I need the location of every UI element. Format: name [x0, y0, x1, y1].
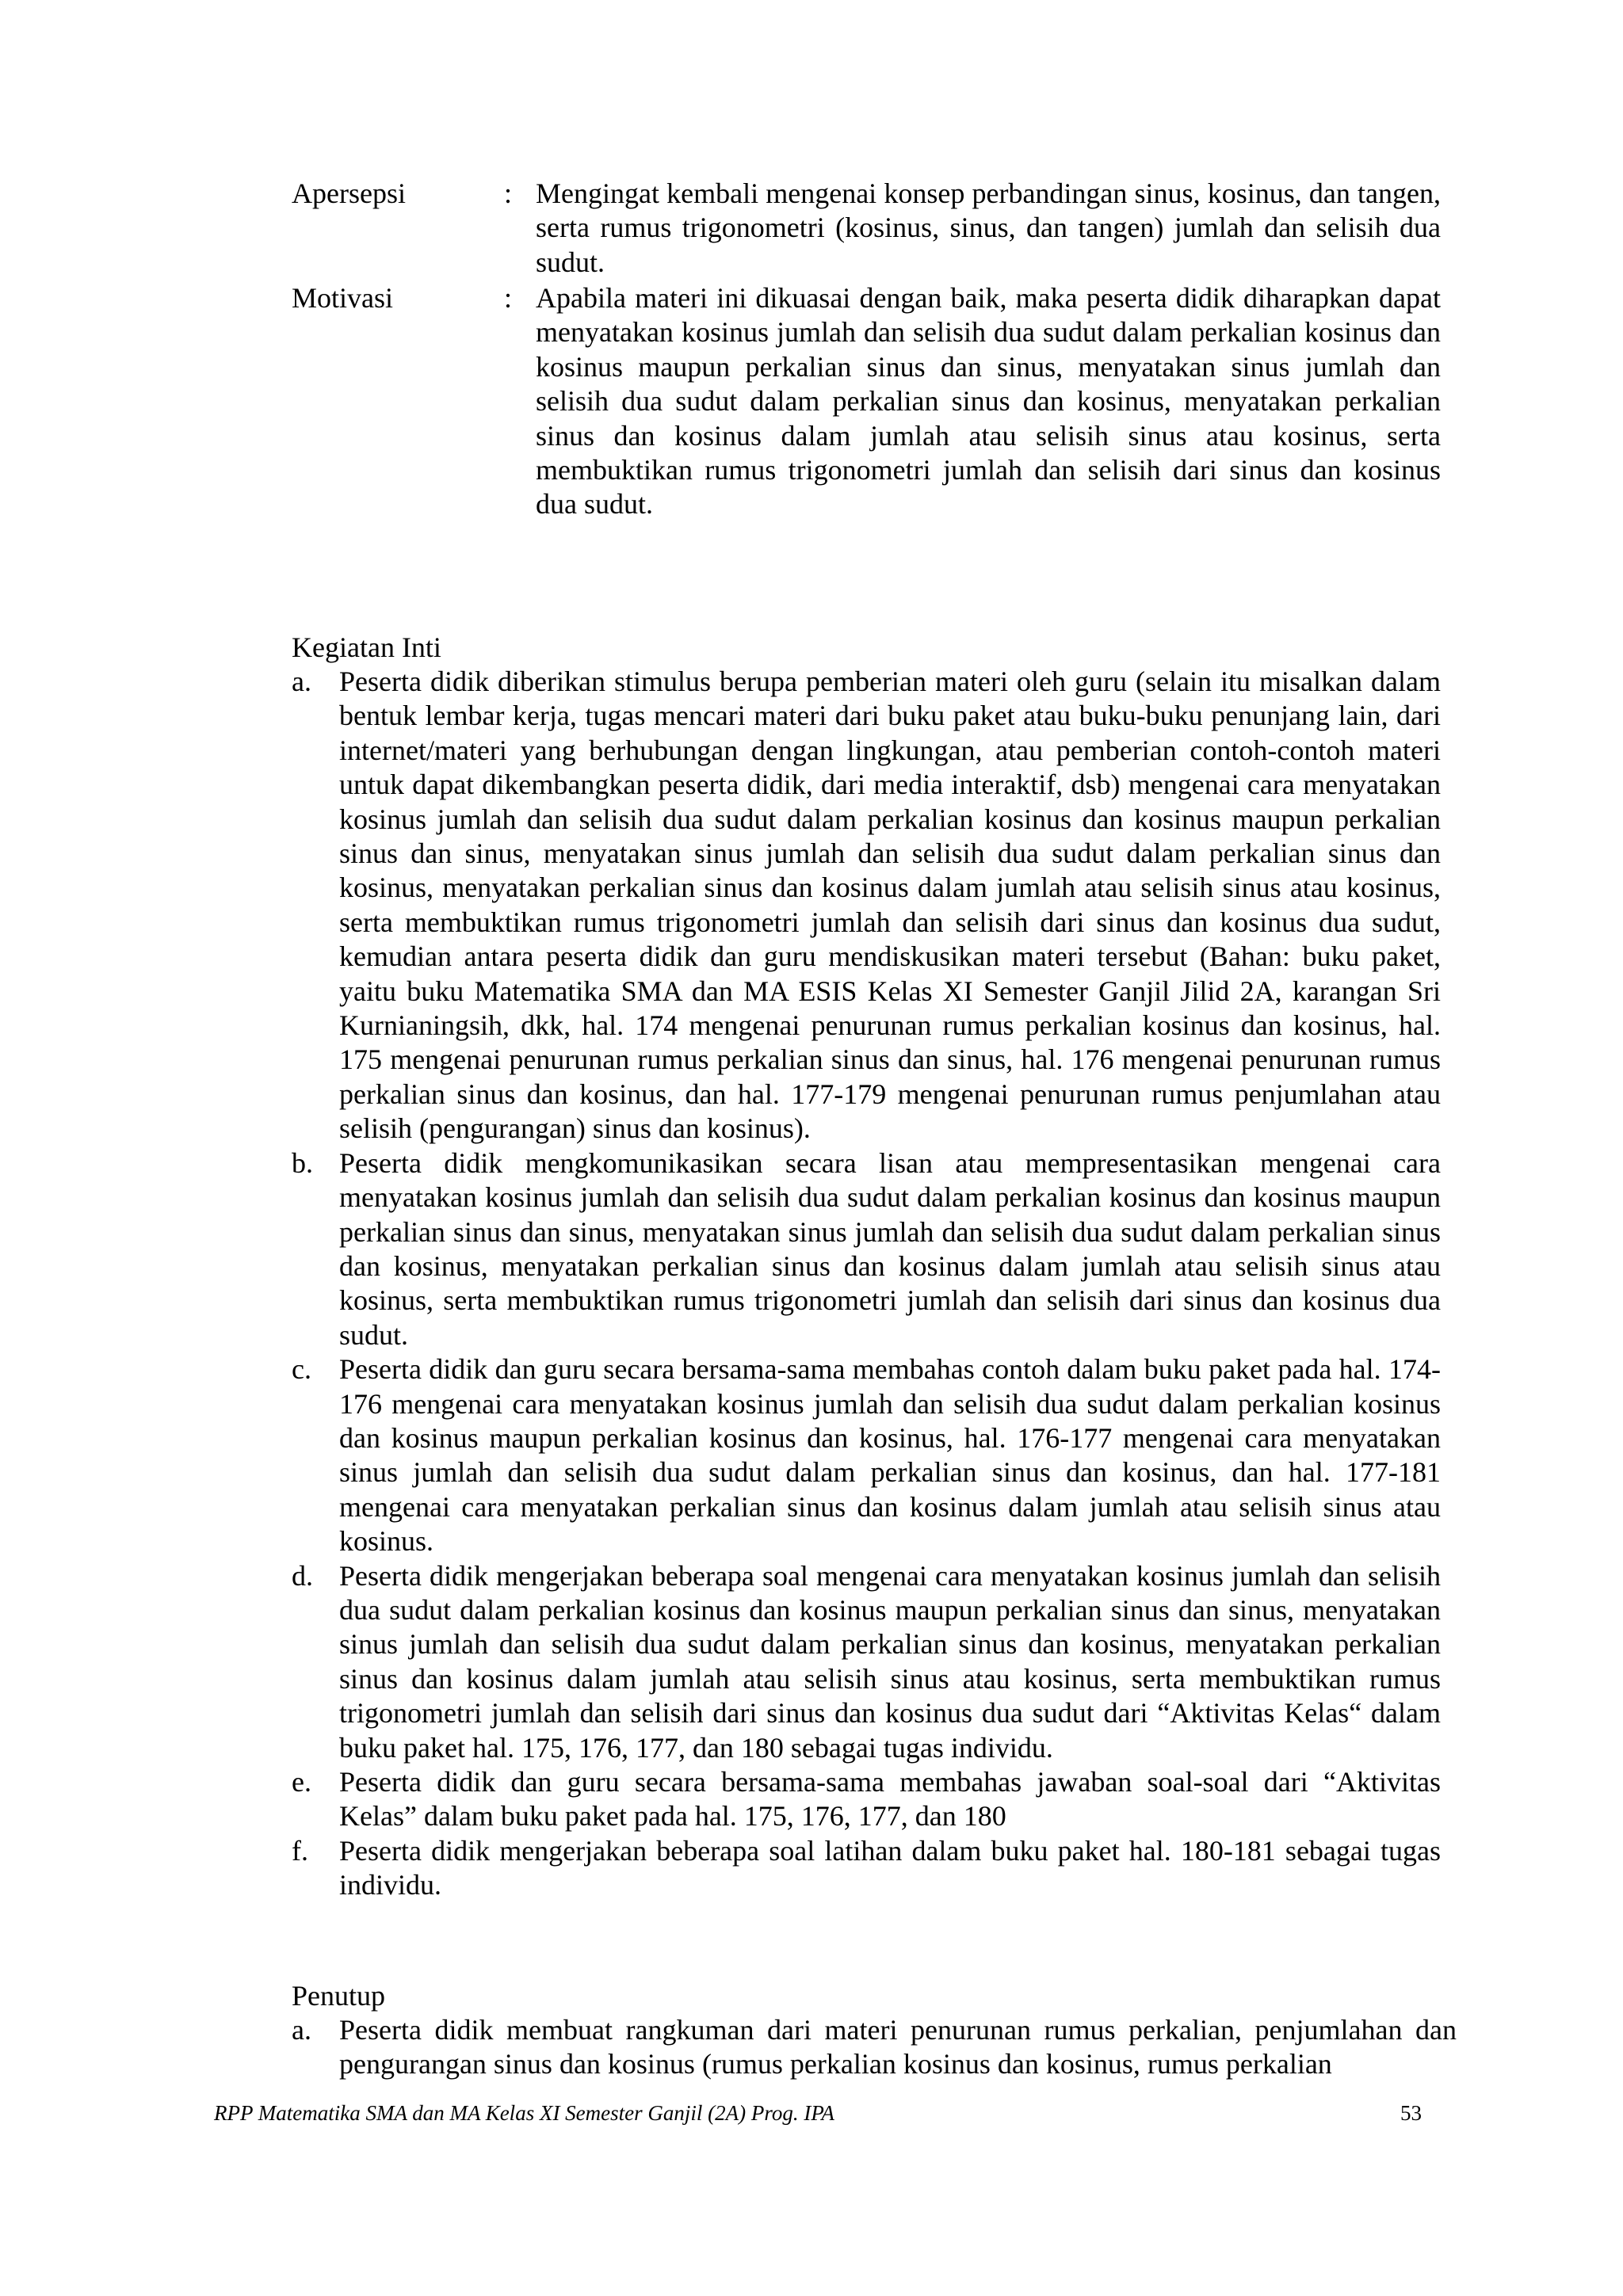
list-item-text: Peserta didik membuat rangkuman dari materi penurunan rumus perkalian, penjumlahan dan pengurangan sinus dan kosinus (rumus perkalian kosinus dan kosinus, rumus perkalian	[339, 2014, 1457, 2081]
apersepsi-colon: :	[504, 177, 513, 209]
list-item-text: Peserta didik dan guru secara bersama-sama membahas jawaban soal-soal dari “Aktivitas Kelas” dalam buku paket pada hal. 175, 176, 177, dan 180	[339, 1766, 1441, 1833]
motivasi-row	[292, 281, 1441, 522]
list-item-marker: c.	[292, 1353, 311, 1386]
list-item-marker: e.	[292, 1766, 311, 1798]
penutup-heading: Penutup	[292, 1980, 386, 2012]
list-item-text: Peserta didik diberikan stimulus berupa pemberian materi oleh guru (selain itu misalkan dalam bentuk lembar kerja, tugas mencari materi dari buku paket atau buku-buku penunjang lain, dari internet/materi yang berhubungan dengan lingkungan, atau pemberian contoh-contoh materi untuk dapat dikembangkan peserta didik, dari media interaktif, dsb) mengenai cara menyatakan kosinus jumlah dan selisih dua sudut dalam perkalian kosinus dan kosinus maupun perkalian sinus dan sinus, menyatakan sinus jumlah dan selisih dua sudut dalam perkalian sinus dan kosinus, menyatakan perkalian sinus dan kosinus dalam jumlah atau selisih sinus atau kosinus, serta membuktikan rumus trigonometri jumlah dan selisih dari sinus dan kosinus dua sudut, kemudian antara peserta didik dan guru mendiskusikan materi tersebut (Bahan: buku paket, yaitu buku Matematika SMA dan MA ESIS Kelas XI Semester Ganjil Jilid 2A, karangan Sri Kurnianingsih, dkk, hal. 174 mengenai penurunan rumus perkalian kosinus dan kosinus, hal. 175 mengenai penurunan rumus perkalian sinus dan sinus, hal. 176 mengenai penurunan rumus perkalian sinus dan kosinus, dan hal. 177-179 mengenai penurunan rumus penjumlahan atau selisih (pengurangan) sinus dan kosinus).	[339, 666, 1441, 1145]
motivasi-label: Motivasi	[292, 282, 394, 314]
list-item	[292, 1559, 1441, 1765]
motivasi-colon: :	[504, 282, 513, 314]
list-item	[292, 1352, 1441, 1558]
list-item	[292, 665, 1441, 1146]
list-item	[292, 1834, 1441, 1903]
list-item-marker: f.	[292, 1834, 308, 1867]
apersepsi-text: Mengingat kembali mengenai konsep perbandingan sinus, kosinus, dan tangen, serta rumus trigonometri (kosinus, sinus, dan tangen) jumlah dan selisih dua sudut.	[536, 177, 1441, 278]
list-item	[292, 2013, 1457, 2082]
kegiatan-inti-heading: Kegiatan Inti	[292, 631, 441, 663]
page-number: 53	[1400, 2101, 1422, 2125]
list-item-marker: d.	[292, 1559, 313, 1592]
apersepsi-label: Apersepsi	[292, 177, 406, 209]
penutup-list	[292, 2013, 1457, 2082]
list-item-marker: b.	[292, 1146, 313, 1179]
kegiatan-inti-list	[292, 665, 1441, 1903]
list-item-text: Peserta didik mengerjakan beberapa soal latihan dalam buku paket hal. 180-181 sebagai tugas individu.	[339, 1834, 1441, 1901]
list-item-marker: a.	[292, 666, 311, 697]
list-item	[292, 1765, 1441, 1834]
list-item-text: Peserta didik mengkomunikasikan secara lisan atau mempresentasikan mengenai cara menyatakan kosinus jumlah dan selisih dua sudut dalam perkalian kosinus dan kosinus maupun perkalian sinus dan sinus, menyatakan sinus jumlah dan selisih dua sudut dalam perkalian sinus dan kosinus, menyatakan perkalian sinus dan kosinus dalam jumlah atau selisih sinus atau kosinus, serta membuktikan rumus trigonometri jumlah dan selisih dari sinus dan kosinus dua sudut.	[339, 1146, 1441, 1351]
list-item-text: Peserta didik mengerjakan beberapa soal mengenai cara menyatakan kosinus jumlah dan selisih dua sudut dalam perkalian kosinus dan kosinus maupun perkalian sinus dan sinus, menyatakan sinus jumlah dan selisih dua sudut dalam perkalian sinus dan kosinus, menyatakan perkalian sinus dan kosinus dalam jumlah atau selisih sinus atau kosinus, serta membuktikan rumus trigonometri jumlah dan selisih dari sinus dan kosinus dua sudut dari “Aktivitas Kelas“ dalam buku paket hal. 175, 176, 177, dan 180 sebagai tugas individu.	[339, 1559, 1441, 1764]
list-item	[292, 1146, 1441, 1352]
motivasi-text: Apabila materi ini dikuasai dengan baik, maka peserta didik diharapkan dapat menyatakan kosinus jumlah dan selisih dua sudut dalam perkalian kosinus dan kosinus maupun perkalian sinus dan sinus, menyatakan sinus jumlah dan selisih dua sudut dalam perkalian sinus dan kosinus, menyatakan perkalian sinus dan kosinus dalam jumlah atau selisih sinus atau kosinus, serta membuktikan rumus trigonometri jumlah dan selisih dari sinus dan kosinus dua sudut.	[536, 282, 1441, 521]
footer-title: RPP Matematika SMA dan MA Kelas XI Semester Ganjil (2A) Prog. IPA	[214, 2101, 834, 2125]
list-item-marker: a.	[292, 2014, 311, 2046]
list-item-text: Peserta didik dan guru secara bersama-sama membahas contoh dalam buku paket pada hal. 174-176 mengenai cara menyatakan kosinus jumlah dan selisih dua sudut dalam perkalian kosinus dan kosinus maupun perkalian kosinus dan kosinus, hal. 176-177 mengenai cara menyatakan sinus jumlah dan selisih dua sudut dalam perkalian sinus dan kosinus, dan hal. 177-181 mengenai cara menyatakan perkalian sinus dan kosinus dalam jumlah atau selisih sinus atau kosinus.	[339, 1353, 1441, 1558]
apersepsi-row	[292, 177, 1441, 280]
page-footer	[214, 2100, 1422, 2126]
